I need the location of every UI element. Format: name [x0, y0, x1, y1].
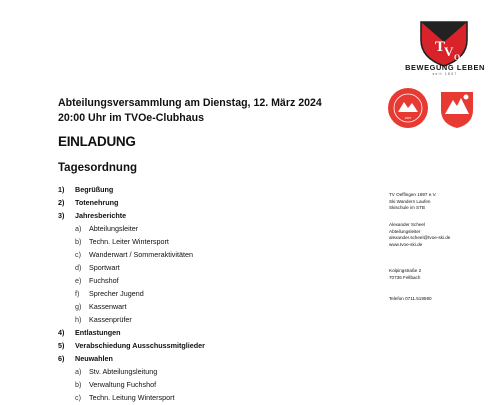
- brand-tagline: BEWEGUNG LEBEN: [405, 63, 485, 72]
- brand-since: seit 1897: [432, 72, 458, 76]
- contact-person-block: [389, 222, 450, 248]
- mountain-badge-icon: [437, 86, 477, 130]
- tvoe-logo-icon: [415, 18, 473, 68]
- contact-web-link[interactable]: www.tvoe-ski.de: [389, 241, 423, 247]
- address-street: Kolpingstraße 2: [389, 268, 422, 273]
- svg-text:V: V: [444, 44, 454, 59]
- club-seal-icon: [386, 86, 430, 130]
- svg-text:Oe: Oe: [454, 53, 464, 62]
- org-department: Ski Wandern Laufen: [389, 198, 431, 204]
- contact-role: Abteilungsleiter: [389, 228, 421, 234]
- org-school: Skischule im STB: [389, 205, 425, 211]
- invitation-heading: EINLADUNG: [58, 134, 136, 149]
- address-block: [389, 268, 421, 281]
- contact-phone: Telefon 0711.519590: [389, 296, 432, 301]
- meeting-time-place: 20:00 Uhr im TVOe-Clubhaus: [58, 112, 204, 124]
- agenda-heading: Tagesordnung: [58, 162, 138, 174]
- contact-person: Alexander Scheel: [389, 222, 426, 227]
- contact-email-link[interactable]: alexander.scheel@tvoe-ski.de: [389, 235, 451, 241]
- address-city: 70736 Fellbach: [389, 274, 421, 280]
- organization-block: [389, 192, 437, 212]
- svg-text:T: T: [435, 39, 446, 55]
- meeting-title: Abteilungsversammlung am Dienstag, 12. März 2024: [58, 97, 322, 109]
- phone-block: [389, 296, 432, 303]
- document-page: T V Oe BEWEGUNG LEBEN seit 1897 1897 Abteilungsversammlung am Dienstag, 12. März 2024 20:00 Uhr im TVOe-Clubhaus EINLADUNG Tagesordnung 1) Begrüßung 2) Totenehrung 3) Jahresberichte a) Abteilungsleiter b) Techn. Leiter Wintersport c) Wanderwart / Sommeraktivitäten d) Sportwart e) Fuchshof f) Sprecher Jugend g) Kassenwart h) Kassenprüfer 4) Entlastungen 5) Verabschiedung Ausschussmitglieder 6) Neuwahlen a) Stv. Abteilungsleitung b) Verwaltung Fuchshof c) Techn. Leitung Wintersport TV Oeffingen 1897 e.V. Ski Wandern Laufen Skischule im STB Alexander Scheel Abteilungsleiter alexander.scheel@tvoe-ski.de www.tvoe-ski.de Kolpingstraße 2 70736 Fellbach Telefon 0711.519590: [0, 0, 500, 400]
- svg-text:1897: 1897: [404, 116, 412, 120]
- org-name: TV Oeffingen 1897 e.V.: [389, 192, 437, 197]
